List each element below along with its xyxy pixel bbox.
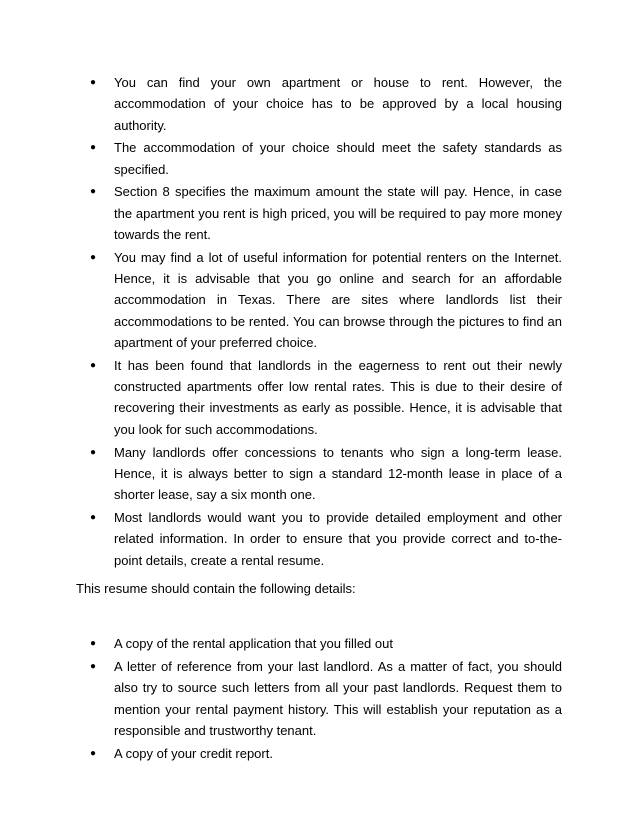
list-item [76,442,562,506]
list-item [76,656,562,741]
list-item-text: Most landlords would want you to provide detailed employment and other related information. In order to ensure that you provide correct and to-the-point details, create a rental resume. [114,509,562,568]
bullet-icon: ● [90,660,97,672]
bullet-icon: ● [90,446,97,458]
list-item [76,181,562,245]
list-item-text: Section 8 specifies the maximum amount the state will pay. Hence, in case the apartment you rent is high priced, you will be required to pay more money towards the rent. [114,184,562,243]
list-item-text: A copy of the rental application that you filled out [114,636,393,652]
bullet-list-rental-tips [76,72,562,571]
list-item [76,355,562,440]
bullet-icon: ● [90,359,97,371]
list-item-text: You may find a lot of useful information for potential renters on the Internet. Hence, it is advisable that you go online and search for an affordable accommodation in Texas. There are sites where landlords list their accommodations to be rented. You can browse through the pictures to find an apartment of your preferred choice. [114,249,562,351]
bullet-icon: ● [90,511,97,523]
bullet-list-resume-details [76,633,562,764]
bullet-icon: ● [90,142,97,154]
list-item-text: You can find your own apartment or house to rent. However, the accommodation of your choice has to be approved by a local housing authority. [114,75,562,133]
list-item [76,633,562,654]
list-item-text: Many landlords offer concessions to tenants who sign a long-term lease. Hence, it is always better to sign a standard 12-month lease in place of a shorter lease, say a six month one. [114,444,562,503]
list-item [76,137,562,180]
list-item [76,247,562,353]
list-item-text: A copy of your credit report. [114,745,273,761]
bullet-icon: ● [90,186,97,198]
list-item [76,72,562,136]
bullet-icon: ● [90,251,97,263]
bullet-icon: ● [90,638,97,650]
list-item [76,507,562,571]
list-item-text: The accommodation of your choice should meet the safety standards as specified. [114,140,562,177]
resume-intro-paragraph: This resume should contain the following details: [76,580,356,596]
list-item-text: A letter of reference from your last landlord. As a matter of fact, you should also try to source such letters from all your past landlords. Request them to mention your rental payment history. This will establish your reputation as a responsible and trustworthy tenant. [114,658,562,738]
bullet-icon: ● [90,77,97,88]
list-item-text: It has been found that landlords in the eagerness to rent out their newly constructed apartments offer low rental rates. This is due to their desire of recovering their investments as early as possible. Hence, it is advisable that you look for such accommodations. [114,357,562,437]
list-item [76,743,562,764]
bullet-icon: ● [90,747,97,759]
